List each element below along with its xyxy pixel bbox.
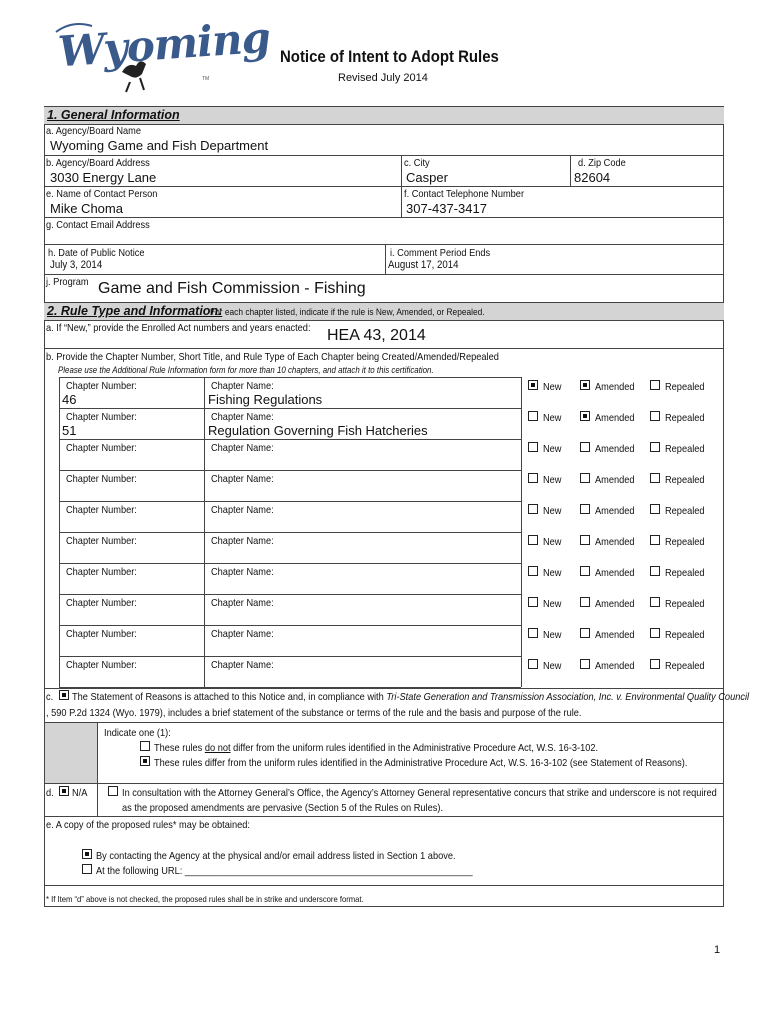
agency-name-value[interactable]: Wyoming Game and Fish Department	[50, 138, 269, 153]
rule-amended-label: Amended	[595, 381, 635, 393]
chapter-name-label: Chapter Name:	[211, 473, 274, 485]
contact-email-label: g. Contact Email Address	[46, 219, 150, 231]
section-2-note: For each chapter listed, indicate if the rule is New, Amended, or Repealed.	[210, 307, 485, 318]
city-label: c. City	[404, 157, 430, 169]
rule-new-checkbox[interactable]	[528, 628, 538, 638]
rule-new-checkbox[interactable]	[528, 442, 538, 452]
chapter-name-value[interactable]: Fishing Regulations	[208, 392, 323, 407]
chapter-name-label: Chapter Name:	[211, 659, 274, 671]
chapters-label: b. Provide the Chapter Number, Short Title, and Rule Type of Each Chapter being Created/Amended/Repealed	[46, 351, 499, 363]
rule-amended-label: Amended	[595, 567, 635, 579]
rule-amended-checkbox[interactable]	[580, 628, 590, 638]
chapter-number-label: Chapter Number:	[66, 442, 137, 454]
program-value[interactable]: Game and Fish Commission - Fishing	[98, 280, 366, 297]
chapter-name-label: Chapter Name:	[211, 535, 274, 547]
rule-amended-checkbox[interactable]	[580, 380, 590, 390]
rule-amended-label: Amended	[595, 474, 635, 486]
program-label: j. Program	[46, 276, 89, 288]
public-notice-date-label: h. Date of Public Notice	[48, 247, 145, 259]
chapter-name-label: Chapter Name:	[211, 597, 274, 609]
rule-new-checkbox[interactable]	[528, 535, 538, 545]
grid-line	[59, 532, 521, 533]
chapter-name-label: Chapter Name:	[211, 628, 274, 640]
rule-new-label: New	[543, 536, 562, 548]
url-label[interactable]: At the following URL: ________________________________________________________	[96, 865, 473, 877]
page-title: Notice of Intent to Adopt Rules	[280, 47, 499, 66]
chapter-number-label: Chapter Number:	[66, 473, 137, 485]
rule-repealed-checkbox[interactable]	[650, 535, 660, 545]
reasons-prefix: c.	[46, 691, 54, 703]
uniform-rules-differ-checkbox[interactable]	[140, 756, 150, 766]
rule-repealed-label: Repealed	[665, 474, 705, 486]
rule-new-label: New	[543, 660, 562, 672]
grid-line	[59, 408, 521, 409]
na-checkbox[interactable]	[59, 786, 69, 796]
section-1-title: 1. General Information	[47, 108, 180, 122]
chapter-number-label: Chapter Number:	[66, 659, 137, 671]
contact-phone-value[interactable]: 307-437-3417	[406, 201, 487, 216]
grid-line	[59, 377, 521, 378]
rule-amended-checkbox[interactable]	[580, 535, 590, 545]
rule-new-label: New	[543, 598, 562, 610]
rule-new-label: New	[543, 443, 562, 455]
rule-repealed-label: Repealed	[665, 567, 705, 579]
grid-line	[59, 563, 521, 564]
reasons-text: The Statement of Reasons is attached to this Notice and, in compliance with Tri-State Generation and Transmission Association, Inc. v. Environmental Quality Council	[72, 691, 750, 703]
uniform-rules-differ-label: These rules differ from the uniform rules identified in the Administrative Procedure Act, W.S. 16-3-102 (see Statement of Reasons).	[154, 757, 688, 769]
rule-amended-checkbox[interactable]	[580, 504, 590, 514]
grid-line	[59, 656, 521, 657]
rule-new-checkbox[interactable]	[528, 566, 538, 576]
reasons-text-cont: , 590 P.2d 1324 (Wyo. 1979), includes a brief statement of the substance or terms of the rule and the basis and purpose of the rule.	[46, 707, 582, 719]
rule-amended-label: Amended	[595, 598, 635, 610]
rule-repealed-label: Repealed	[665, 505, 705, 517]
rule-new-label: New	[543, 412, 562, 424]
url-checkbox[interactable]	[82, 864, 92, 874]
chapter-name-label: Chapter Name:	[211, 566, 274, 578]
rule-new-checkbox[interactable]	[528, 504, 538, 514]
contact-person-value[interactable]: Mike Choma	[50, 201, 123, 216]
chapter-number-label: Chapter Number:	[66, 411, 137, 423]
indicate-one-label: Indicate one (1):	[104, 727, 171, 739]
rule-amended-label: Amended	[595, 443, 635, 455]
grid-line	[521, 377, 522, 687]
enrolled-act-value[interactable]: HEA 43, 2014	[327, 327, 426, 344]
wyoming-logo	[52, 12, 272, 96]
na-label: N/A	[72, 787, 88, 799]
enrolled-act-label: a. If “New,” provide the Enrolled Act numbers and years enacted:	[46, 322, 311, 334]
chapter-number-value[interactable]: 51	[62, 423, 77, 438]
rule-amended-checkbox[interactable]	[580, 659, 590, 669]
public-notice-date-value[interactable]: July 3, 2014	[50, 259, 103, 271]
rule-amended-checkbox[interactable]	[580, 411, 590, 421]
rule-repealed-label: Repealed	[665, 660, 705, 672]
rule-amended-checkbox[interactable]	[580, 566, 590, 576]
rule-new-checkbox[interactable]	[528, 380, 538, 390]
rule-repealed-label: Repealed	[665, 443, 705, 455]
comment-period-label: i. Comment Period Ends	[390, 247, 491, 259]
chapter-name-label: Chapter Name:	[211, 411, 274, 423]
rule-amended-label: Amended	[595, 505, 635, 517]
rule-repealed-label: Repealed	[665, 629, 705, 641]
chapter-number-value[interactable]: 46	[62, 392, 77, 407]
chapter-number-label: Chapter Number:	[66, 628, 137, 640]
rule-repealed-checkbox[interactable]	[650, 442, 660, 452]
page-number: 1	[714, 944, 721, 956]
chapter-name-label: Chapter Name:	[211, 380, 274, 392]
rule-repealed-label: Repealed	[665, 598, 705, 610]
rule-new-checkbox[interactable]	[528, 659, 538, 669]
rule-new-label: New	[543, 381, 562, 393]
chapter-name-value[interactable]: Regulation Governing Fish Hatcheries	[208, 423, 428, 438]
rule-amended-checkbox[interactable]	[580, 597, 590, 607]
rule-repealed-checkbox[interactable]	[650, 597, 660, 607]
rule-repealed-checkbox[interactable]	[650, 473, 660, 483]
rule-repealed-checkbox[interactable]	[650, 628, 660, 638]
grid-line	[59, 594, 521, 595]
ag-consult-text: In consultation with the Attorney General’s Office, the Agency’s Attorney General representative concurs that strike and underscore is not required	[122, 787, 717, 799]
chapter-number-label: Chapter Number:	[66, 504, 137, 516]
rule-repealed-label: Repealed	[665, 381, 705, 393]
ag-consult-prefix: d.	[46, 787, 54, 799]
contact-person-label: e. Name of Contact Person	[46, 188, 158, 200]
rule-repealed-label: Repealed	[665, 536, 705, 548]
rule-amended-label: Amended	[595, 660, 635, 672]
city-value[interactable]: Casper	[406, 170, 448, 185]
logo-tm: TM	[202, 76, 210, 82]
rule-repealed-checkbox[interactable]	[650, 659, 660, 669]
rule-new-checkbox[interactable]	[528, 411, 538, 421]
contact-phone-label: f. Contact Telephone Number	[404, 188, 525, 200]
rule-amended-checkbox[interactable]	[580, 473, 590, 483]
rule-amended-label: Amended	[595, 629, 635, 641]
agency-name-label: a. Agency/Board Name	[46, 125, 142, 137]
chapter-name-label: Chapter Name:	[211, 442, 274, 454]
grid-line	[59, 625, 521, 626]
grid-line	[59, 501, 521, 502]
chapter-number-label: Chapter Number:	[66, 597, 137, 609]
zip-value[interactable]: 82604	[574, 170, 611, 185]
chapter-number-label: Chapter Number:	[66, 535, 137, 547]
rule-amended-checkbox[interactable]	[580, 442, 590, 452]
grid-line	[59, 470, 521, 471]
agency-address-label: b. Agency/Board Address	[46, 157, 150, 169]
ag-consult-text-cont: as the proposed amendments are pervasive (Section 5 of the Rules on Rules).	[122, 802, 444, 814]
rule-repealed-checkbox[interactable]	[650, 380, 660, 390]
rule-repealed-checkbox[interactable]	[650, 411, 660, 421]
logo-wordmark: Wyoming	[56, 12, 272, 77]
rule-new-label: New	[543, 474, 562, 486]
contact-agency-label: By contacting the Agency at the physical and/or email address listed in Section 1 above.	[96, 850, 456, 862]
footnote: * If Item “d” above is not checked, the proposed rules shall be in strike and underscore format.	[46, 894, 364, 904]
contact-agency-checkbox[interactable]	[82, 849, 92, 859]
section-2-title: 2. Rule Type and Information:	[47, 304, 223, 318]
rule-new-label: New	[543, 505, 562, 517]
rule-new-checkbox[interactable]	[528, 473, 538, 483]
revised-date: Revised July 2014	[338, 72, 428, 84]
ag-consult-checkbox[interactable]	[108, 786, 118, 796]
agency-address-value[interactable]: 3030 Energy Lane	[50, 170, 157, 185]
chapter-number-label: Chapter Number:	[66, 566, 137, 578]
copy-obtain-label: e. A copy of the proposed rules* may be obtained:	[46, 819, 250, 831]
rule-repealed-label: Repealed	[665, 412, 705, 424]
section-1-header	[44, 106, 724, 125]
shaded-margin	[45, 723, 98, 783]
rule-new-label: New	[543, 567, 562, 579]
rule-new-label: New	[543, 629, 562, 641]
section-2-header	[44, 302, 724, 321]
chapter-number-label: Chapter Number:	[66, 380, 137, 392]
uniform-rules-same-checkbox[interactable]	[140, 741, 150, 751]
rule-amended-label: Amended	[595, 536, 635, 548]
reasons-checkbox[interactable]	[59, 690, 69, 700]
chapter-name-label: Chapter Name:	[211, 504, 274, 516]
grid-line	[59, 439, 521, 440]
rule-repealed-checkbox[interactable]	[650, 504, 660, 514]
rule-amended-label: Amended	[595, 412, 635, 424]
zip-label: d. Zip Code	[578, 157, 626, 169]
rule-repealed-checkbox[interactable]	[650, 566, 660, 576]
uniform-rules-same-label: These rules do not differ from the uniform rules identified in the Administrative Procedure Act, W.S. 16-3-102.	[154, 742, 599, 754]
chapters-note: Please use the Additional Rule Information form for more than 10 chapters, and attach it to this certification.	[58, 365, 434, 375]
rule-new-checkbox[interactable]	[528, 597, 538, 607]
comment-period-value[interactable]: August 17, 2014	[388, 259, 459, 271]
